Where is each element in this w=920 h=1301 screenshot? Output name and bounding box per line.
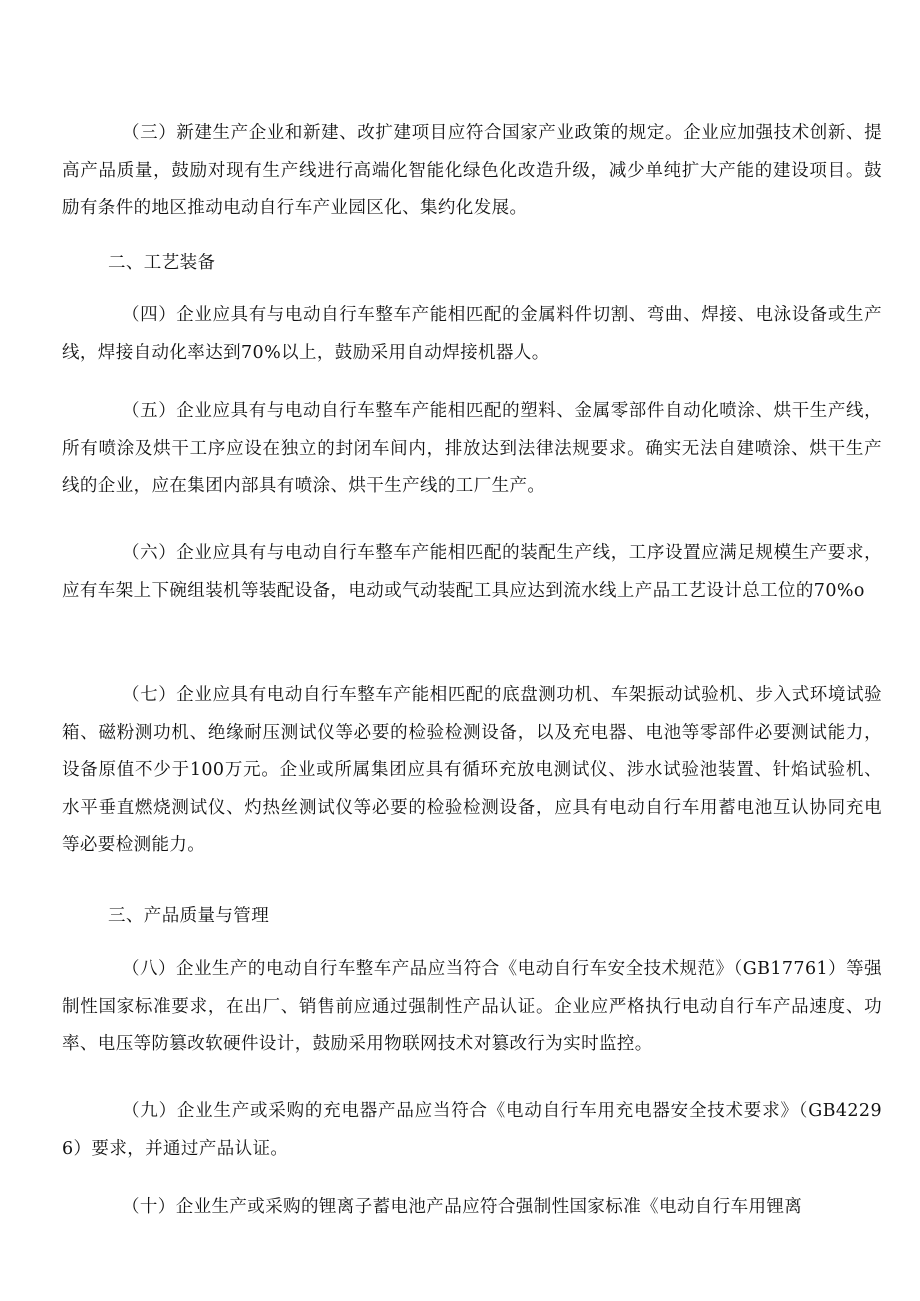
paragraph-10: （十）企业生产或采购的锂离子蓄电池产品应符合强制性国家标准《电动自行车用锂离 (122, 1197, 803, 1217)
paragraph-4: （四）企业应具有与电动自行车整车产能相匹配的金属料件切割、弯曲、焊接、电泳设备或生产线，焊接自动化率达到70%以上，鼓励采用自动焊接机器人。 (62, 305, 882, 363)
paragraph-5: （五）企业应具有与电动自行车整车产能相匹配的塑料、金属零部件自动化喷涂、烘干生产线，所有喷涂及烘干工序应设在独立的封闭车间内，排放达到法律法规要求。确实无法自建喷涂、烘干生产线的企业，应在集团内部具有喷涂、烘干生产线的工厂生产。 (62, 401, 882, 496)
paragraph-7: （七）企业应具有电动自行车整车产能相匹配的底盘测功机、车架振动试验机、步入式环境试验箱、磁粉测功机、绝缘耐压测试仪等必要的检验检测设备，以及充电器、电池等零部件必要测试能力，设备原值不少于100万元。企业或所属集团应具有循环充放电测试仪、涉水试验池装置、针焰试验机、水平垂直燃烧测试仪、灼热丝测试仪等必要的检验检测设备，应具有电动自行车用蓄电池互认协同充电等必要检测能力。 (62, 685, 882, 855)
section-heading-2: 二、工艺装备 (108, 253, 216, 273)
paragraph-9: （九）企业生产或采购的充电器产品应当符合《电动自行车用充电器安全技术要求》（GB42296）要求，并通过产品认证。 (62, 1101, 882, 1159)
paragraph-3: （三）新建生产企业和新建、改扩建项目应符合国家产业政策的规定。企业应加强技术创新、提高产品质量，鼓励对现有生产线进行高端化智能化绿色化改造升级，减少单纯扩大产能的建设项目。鼓励有条件的地区推动电动自行车产业园区化、集约化发展。 (62, 123, 882, 218)
section-heading-3: 三、产品质量与管理 (108, 906, 270, 926)
paragraph-6: （六）企业应具有与电动自行车整车产能相匹配的装配生产线，工序设置应满足规模生产要求，应有车架上下碗组装机等装配设备，电动或气动装配工具应达到流水线上产品工艺设计总工位的70%o (62, 543, 882, 601)
paragraph-8: （八）企业生产的电动自行车整车产品应当符合《电动自行车安全技术规范》（GB17761）等强制性国家标准要求，在出厂、销售前应通过强制性产品认证。企业应严格执行电动自行车产品速度、功率、电压等防篡改软硬件设计，鼓励采用物联网技术对篡改行为实时监控。 (62, 959, 882, 1054)
